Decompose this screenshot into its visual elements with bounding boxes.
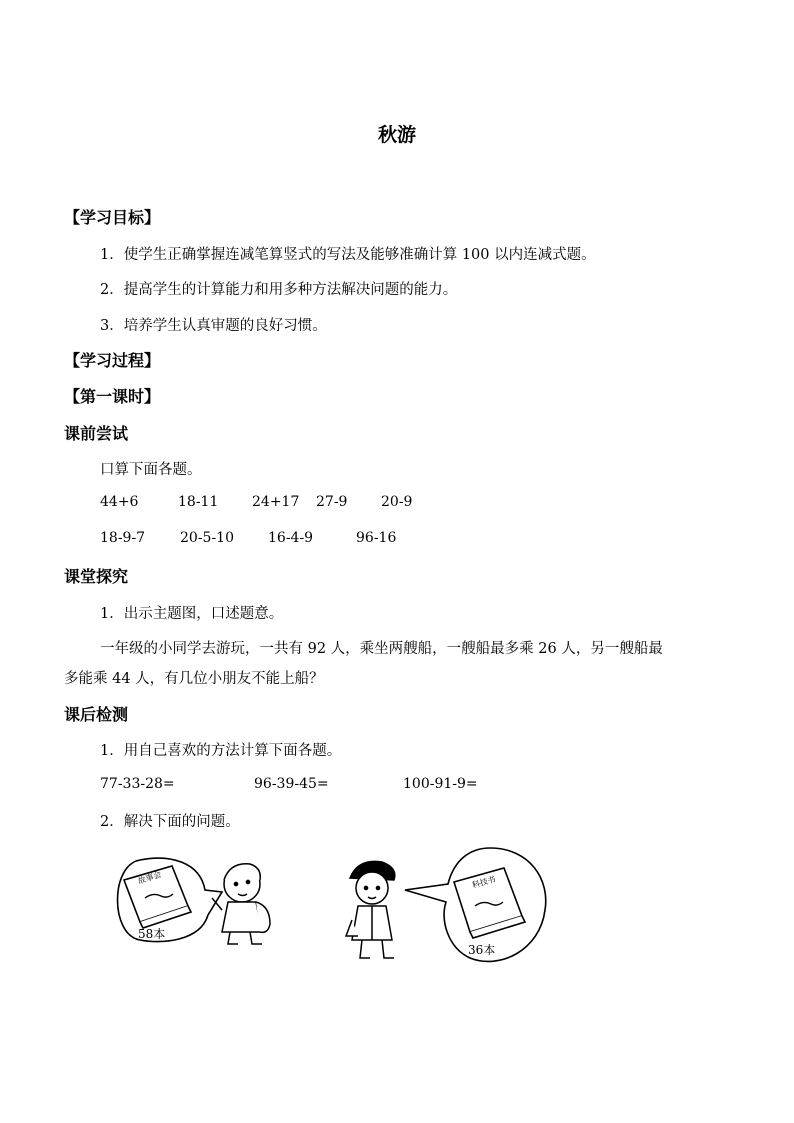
check-item-2: 2．解决下面的问题。 <box>100 814 240 830</box>
oral-calc-item: 16-4-9 <box>268 530 314 546</box>
oral-calc-item: 44+6 <box>100 494 139 510</box>
check-exercises-row <box>0 776 794 796</box>
exercise-item: 100-91-9= <box>403 776 478 792</box>
goal-item-1: 1．使学生正确掌握连减笔算竖式的写法及能够准确计算 100 以内连减式题。 <box>100 247 596 263</box>
exercise-item: 77-33-28= <box>100 776 175 792</box>
left-speech-bubble <box>118 858 223 941</box>
section-goals-heading: 【学习目标】 <box>64 208 161 227</box>
science-book-count: 36本 <box>468 943 496 957</box>
exercise-item: 96-39-45= <box>254 776 329 792</box>
explore-item-1: 1．出示主题图，口述题意。 <box>100 606 284 622</box>
page-title: 秋游 <box>377 124 416 146</box>
goal-item-3: 3．培养学生认真审题的良好习惯。 <box>100 318 327 334</box>
pre-try-heading: 课前尝试 <box>64 424 129 443</box>
oral-calc-item: 20-9 <box>381 494 413 510</box>
boy-figure-icon <box>346 861 395 958</box>
section-process-heading: 【学习过程】 <box>64 351 161 370</box>
problem-illustration <box>0 840 794 980</box>
oral-calc-item: 96-16 <box>356 530 397 546</box>
oral-calc-row-1 <box>0 494 794 514</box>
right-speech-bubble <box>405 848 546 961</box>
pre-try-instruction: 口算下面各题。 <box>100 462 202 478</box>
oral-calc-item: 20-5-10 <box>180 530 234 546</box>
story-book-count: 58本 <box>138 927 166 941</box>
explore-problem-line-1: 一年级的小同学去游玩，一共有 92 人，乘坐两艘船，一艘船最多乘 26 人，另一艘船最 <box>100 641 663 657</box>
oral-calc-item: 18-11 <box>178 494 219 510</box>
oral-calc-item: 24+17 <box>252 494 300 510</box>
explore-problem-line-2: 多能乘 44 人，有几位小朋友不能上船？ <box>64 671 324 687</box>
oral-calc-item: 27-9 <box>316 494 348 510</box>
section-lesson1-heading: 【第一课时】 <box>64 387 161 406</box>
oral-calc-item: 18-9-7 <box>100 530 146 546</box>
science-book-label: 科技书 <box>471 874 497 890</box>
story-book-label: 故事会 <box>136 869 163 886</box>
girl-figure-icon <box>212 864 270 944</box>
explore-heading: 课堂探究 <box>64 567 129 586</box>
check-item-1: 1．用自己喜欢的方法计算下面各题。 <box>100 743 342 759</box>
oral-calc-row-2 <box>0 530 794 550</box>
goal-item-2: 2．提高学生的计算能力和用多种方法解决问题的能力。 <box>100 282 458 298</box>
check-heading: 课后检测 <box>64 705 129 724</box>
